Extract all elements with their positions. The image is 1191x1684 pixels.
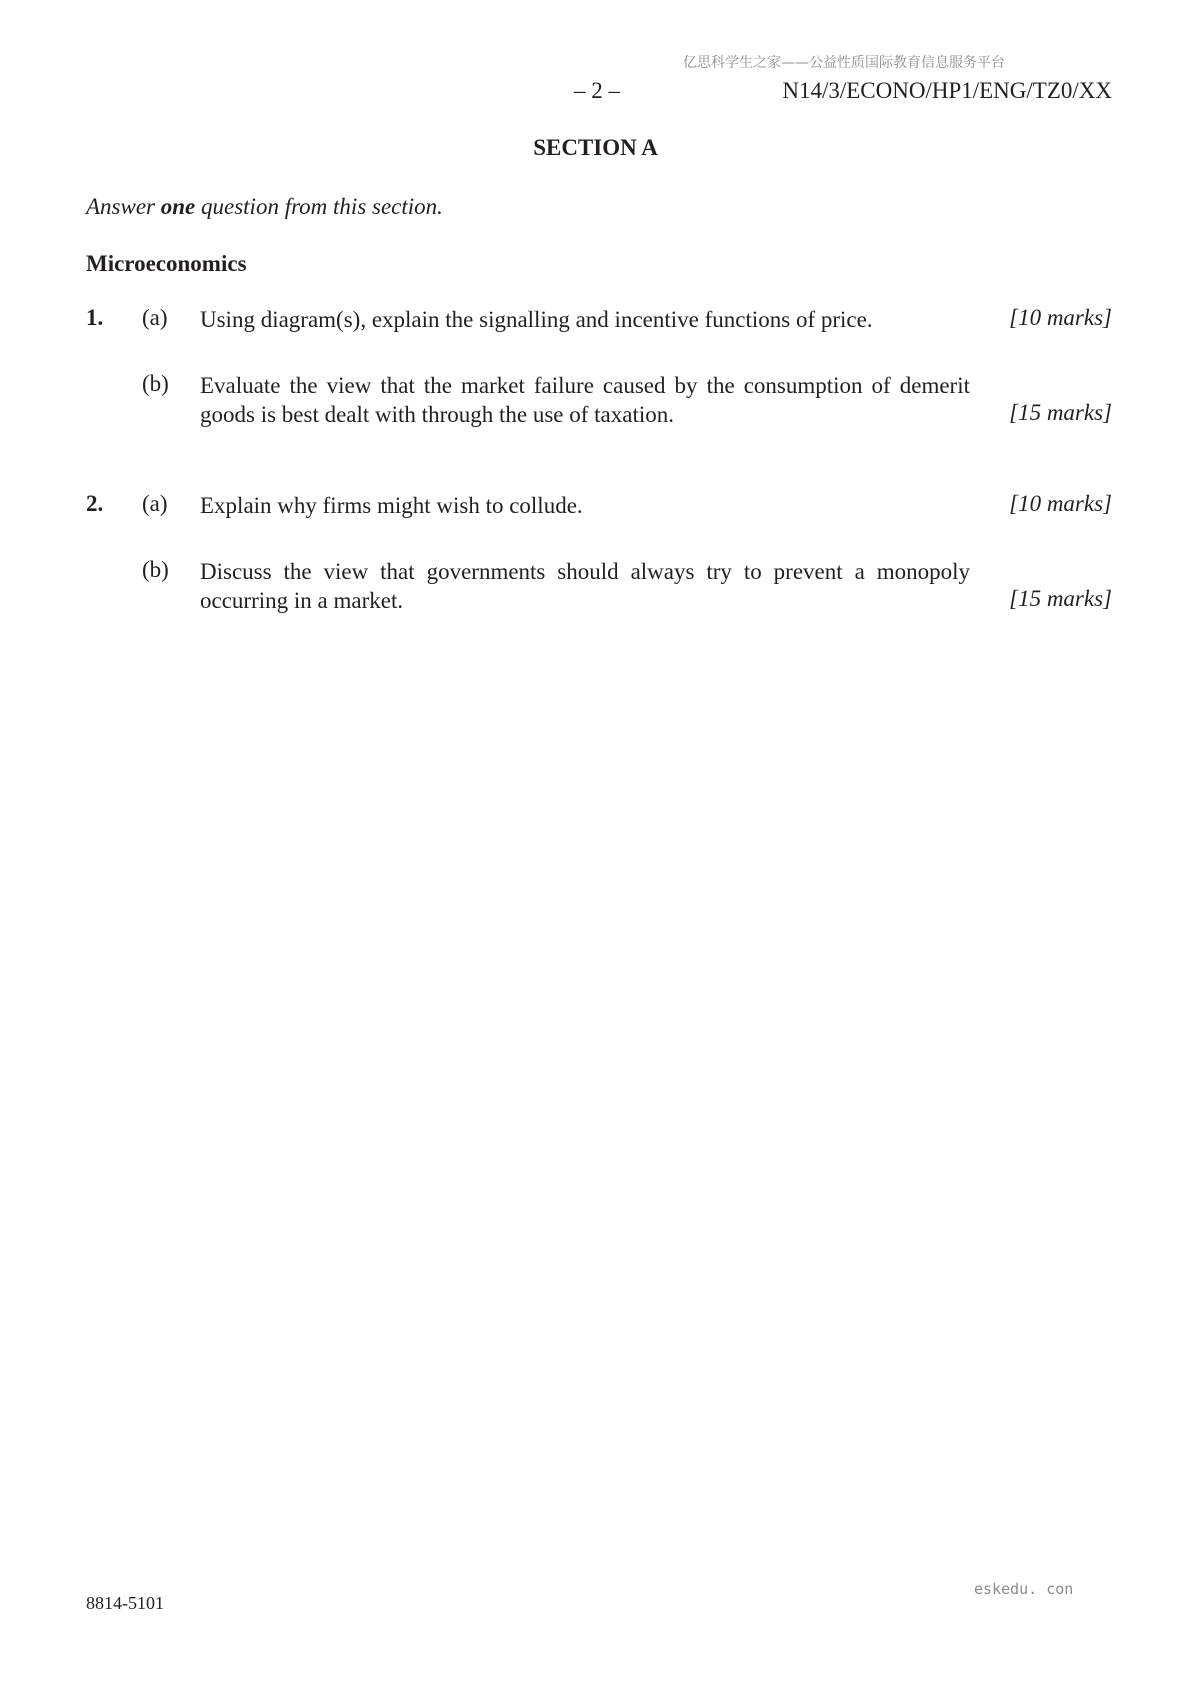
question-number: 2. (86, 491, 104, 516)
part-label: (a) (142, 305, 168, 330)
marks: [15 marks] (1009, 586, 1112, 611)
part-label: (b) (142, 557, 169, 582)
topic-heading: Microeconomics (86, 251, 247, 276)
part-label: (a) (142, 491, 168, 516)
part-label: (b) (142, 371, 169, 396)
watermark-footer: eskedu. con (974, 1580, 1074, 1598)
page-number: – 2 – (574, 78, 620, 103)
document-code: 8814-5101 (86, 1593, 164, 1613)
question-text: Explain why firms might wish to collude. (200, 493, 583, 518)
instruction-after: question from this section. (195, 194, 443, 219)
instruction-emphasis: one (160, 194, 196, 219)
marks: [10 marks] (1009, 491, 1112, 516)
marks: [10 marks] (1009, 305, 1112, 330)
marks: [15 marks] (1009, 400, 1112, 425)
question-text: Evaluate the view that the market failure caused by the consumption of demerit goods is best dealt with through the use of taxation. (200, 373, 970, 427)
section-title: SECTION A (533, 135, 658, 160)
question-number: 1. (86, 305, 104, 330)
question-text: Discuss the view that governments should always try to prevent a monopoly occurring in a market. (200, 559, 970, 613)
paper-code: N14/3/ECONO/HP1/ENG/TZ0/XX (782, 78, 1112, 103)
watermark-header: 亿思科学生之家——公益性质国际教育信息服务平台 (683, 55, 1005, 71)
instruction-before: Answer (86, 194, 161, 219)
instruction (86, 194, 443, 220)
question-text: Using diagram(s), explain the signalling and incentive functions of price. (200, 307, 873, 332)
